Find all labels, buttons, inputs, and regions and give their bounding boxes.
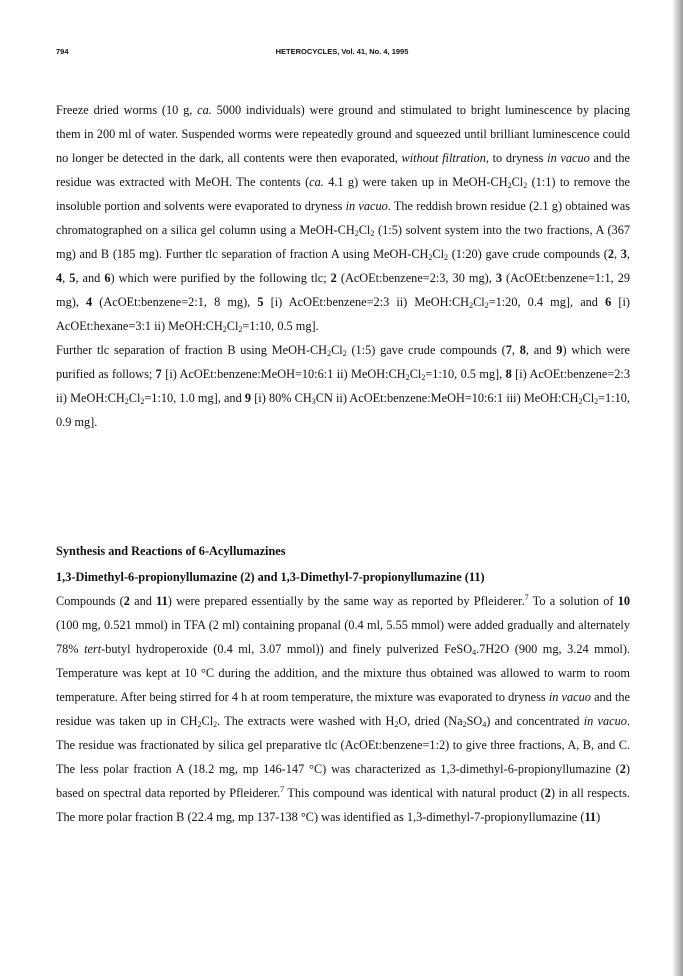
section-subheading: 1,3-Dimethyl-6-propionyllumazine (2) and 1,3-Dimethyl-7-propionyllumazine (11) <box>56 570 485 584</box>
page-number: 794 <box>56 47 69 56</box>
running-header <box>56 47 628 61</box>
journal-title: HETEROCYCLES, Vol. 41, No. 4, 1995 <box>275 47 409 56</box>
page-edge-shadow <box>673 0 683 976</box>
paragraph-2: Further tlc separation of fraction B using MeOH-$CH_2Cl_2$ (1:5) gave crude compounds (7, 8, and 9) which were purified as follows; 7 [i) AcOEt:benzene:MeOH=10:6:1 ii) $MeOH:CH_2Cl_2=1:10$, 0.5 mg], 8 [i) AcOEt:benzene=2:3 ii) $MeOH:CH_2Cl_2=1:10$, 1.0 mg], and 9 [i) 80% $CH_3CN$ ii) AcOEt:benzene:MeOH=10:6:1 iii) $MeOH:CH_2Cl_2=1:10$, 0.9 mg]. <box>56 343 631 429</box>
paragraph-3: Compounds (2 and 11) were prepared essentially by the same way as reported by Pfleiderer.$^7$ To a solution of 10 (100 mg, 0.521 mmol) in TFA (2 ml) containing propanal (0.4 ml, 5.55 mmol) were added gradually and alternately 78% tert-butyl hydroperoxide (0.4 ml, 3.07 mmol)) and finely pulverized FeSO$_4$.7H2O (900 mg, 3.24 mmol). Temperature was kept at 10 °C during the addition, and the mixture thus obtained was allowed to warm to room temperature. After being stirred for 4 h at room temperature, the mixture was evaporated to dryness in vacuo and the residue was taken up in $CH_2Cl_2$. The extracts were washed with $H_2O$, dried $(Na_2SO_4)$ and concentrated in vacuo. The residue was fractionated by silica gel preparative tlc (AcOEt:benzene=1:2) to give three fractions, A, B, and C. The less polar fraction A (18.2 mg, mp 146-147 °C) was characterized as 1,3-dimethyl-6-propionyllumazine (2) based on spectral data reported by Pfleiderer.$^7$ This compound was identical with natural product (2) in all respects. The more polar fraction B (22.4 mg, mp 137-138 °C) was identified as 1,3-dimethyl-7-propionyllumazine (11) <box>56 593 631 824</box>
section-heading: Synthesis and Reactions of 6-Acyllumazines <box>56 544 286 558</box>
paragraph-1: Freeze dried worms (10 g, ca. 5000 individuals) were ground and stimulated to bright luminescence by placing them in 200 ml of water. Suspended worms were repeatedly ground and squeezed until brilliant luminescence could no longer be detected in the dark, all contents were then evaporated, without filtration, to dryness in vacuo and the residue was extracted with MeOH. The contents (ca. 4.1 g) were taken up in MeOH-$CH_2Cl_2$ (1:1) to remove the insoluble portion and solvents were evaporated to dryness in vacuo. The reddish brown residue (2.1 g) obtained was chromatographed on a silica gel column using a MeOH-$CH_2Cl_2$ (1:5) solvent system into the two fractions, A (367 mg) and B (185 mg). Further tlc separation of fraction A using MeOH-$CH_2Cl_2$ (1:20) gave crude compounds (2, 3, 4, 5, and 6) which were purified by the following tlc; 2 (AcOEt:benzene=2:3, 30 mg), 3 (AcOEt:benzene=1:1, 29 mg), 4 (AcOEt:benzene=2:1, 8 mg), 5 [i) AcOEt:benzene=2:3 ii) $MeOH:CH_2Cl_2=1:20$, 0.4 mg], and 6 [i) AcOEt:hexane=3:1 ii) $MeOH:CH_2Cl_2=1:10$, 0.5 mg]. <box>56 103 631 334</box>
body-text-block-2 <box>56 589 630 829</box>
body-text-block-1 <box>56 98 630 434</box>
